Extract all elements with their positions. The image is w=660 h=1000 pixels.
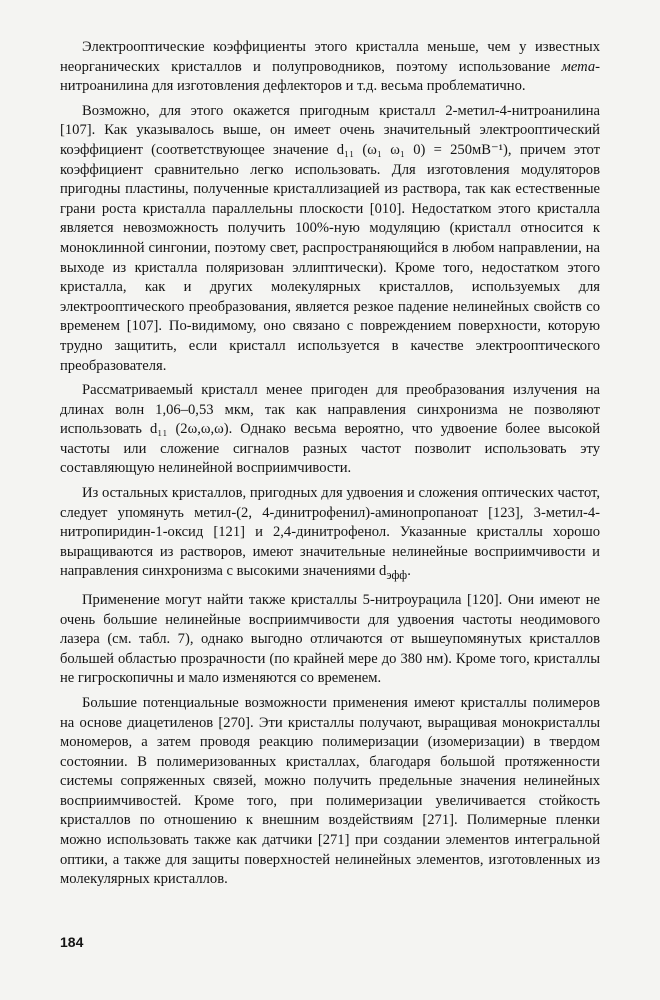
subscript-text: эфф [386,568,408,583]
italic-text: мета [561,58,596,75]
paragraph [60,484,600,586]
text-run: Рассматриваемый кристалл менее пригоден для преобразования излучения на длинах волн 1,06–0,53 мкм, так как направления синхронизма не позволяют использовать d₁₁ (2ω,ω,ω). Однако весьма вероятно, что удвоение более высокой частоты или сложение сигналов разных частот позволит использовать эту составляющую нелинейной восприимчивости. [60,382,600,477]
paragraph [60,38,600,97]
text-run: . [407,563,411,580]
page-number: 184 [60,934,84,950]
text-run: Применение могут найти также кристаллы 5-нитроурацила [120]. Они имеют не очень большие нелинейные восприимчивости для удвоения частоты неодимового лазера (см. табл. 7), однако выгодно отличаются от вышеупомянутых кристаллов большей областью прозрачности (по крайней мере до 380 нм). Кроме того, кристаллы не гигроскопичны и мало изменяются со временем. [60,591,600,687]
text-run: Большие потенциальные возможности применения имеют кристаллы полимеров на основе диацетиленов [270]. Эти кристаллы получают, выращивая монокристаллы мономеров, а затем проводя реакцию полимеризации (изомеризации) в твердом состоянии. В полимеризованных кристаллах, благодаря большой протяженности системы сопряженных связей, можно получить предельные значения нелинейных восприимчивостей. Кроме того, при полимеризации увеличивается стойкость кристаллов по отношению к внешним воздействиям [271]. Полимерные пленки можно использовать также как датчики [271] при создании элементов интегральной оптики, а также для защиты поверхностей нелинейных элементов, изготовленных из молекулярных кристаллов. [60,694,600,888]
paragraph [60,381,600,479]
text-run: Возможно, для этого окажется пригодным кристалл 2-метил-4-нитроанилина [107]. Как указывалось выше, он имеет очень значительный электрооптический коэффициент (соответствующее значение d₁₁ (ω₁ ω₁ 0) = 250мВ⁻¹), причем этот коэффициент сравнительно легко использовать. Для изготовления модуляторов пригодны пластины, полученные кристаллизацией из раствора, так как естественные грани роста кристалла параллельны плоскости [010]. Недостатком этого кристалла является невозможность получить 100%-ную модуляцию (кристалл относится к моноклинной сингонии, поэтому свет, распространяющийся в любом направлении, на выходе из кристалла поляризован эллиптически). Кроме того, недостатком этого кристалла, как и других молекулярных кристаллов, используемых для электрооптического преобразования, является резкое падение нелинейных свойств со временем [107]. По-видимому, оно связано с повреждением поверхности, которую трудно защитить, если кристалл используется в качестве электрооптического преобразователя. [60,102,600,374]
paragraph [60,591,600,689]
text-run: Электрооптические коэффициенты этого кристалла меньше, чем у известных неорганических кристаллов и полупроводников, поэтому использование [60,39,600,75]
body-text [60,38,600,895]
text-run: -нитроанилина для изготовления дефлекторов и т.д. весьма проблематично. [60,58,600,95]
paragraph [60,102,600,376]
paragraph [60,694,600,890]
text-run: Из остальных кристаллов, пригодных для удвоения и сложения оптических частот, следует упомянуть метил-(2, 4-динитрофенил)-аминопропаноат [123], 3-метил-4-нитропиридин-1-оксид [121] и 2,4-динитрофенол. Указанные кристаллы хорошо выращиваются из растворов, имеют значительные нелинейные восприимчивости и направления синхронизма с высокими значениями d [60,485,600,580]
